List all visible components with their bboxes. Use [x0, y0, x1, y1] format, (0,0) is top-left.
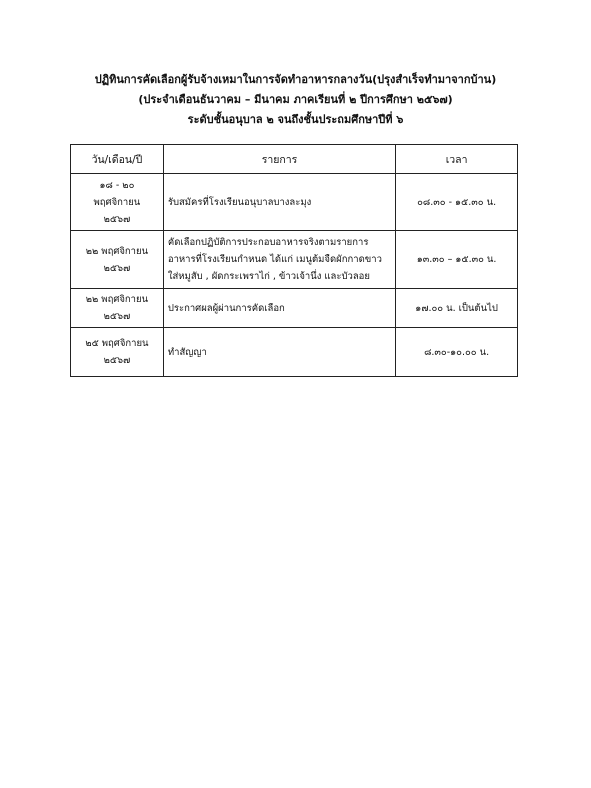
item-cell [163, 289, 395, 328]
time-cell: ๘.๓๐-๑๐.๐๐ น. [396, 328, 518, 377]
item-line: รับสมัครที่โรงเรียนอนุบาลบางละมุง [167, 196, 312, 208]
item-cell [163, 174, 395, 231]
column-header-time: เวลา [396, 145, 518, 174]
time-cell: ๑๓.๓๐ – ๑๕.๓๐ น. [396, 231, 518, 289]
item-line: คัดเลือกปฏิบัติการประกอบอาหารจริงตามรายการ [167, 237, 369, 248]
date-line: ๒๕๖๗ [103, 213, 131, 225]
date-line: ๒๕๖๗ [103, 355, 131, 366]
date-line: ๒๒ พฤศจิกายน [85, 245, 149, 257]
table-row [71, 328, 518, 377]
time-cell: ๐๘.๓๐ - ๑๕.๓๐ น. [396, 174, 518, 231]
date-cell [71, 328, 164, 377]
item-cell [163, 328, 395, 377]
item-line: อาหารที่โรงเรียนกำหนด ได้แก่ เมนูต้มจืดผักกาดขาว [167, 254, 382, 265]
table-header-row [71, 145, 518, 174]
item-cell [163, 231, 395, 289]
date-cell [71, 174, 164, 231]
item-line: ทำสัญญา [167, 346, 207, 358]
date-line: ๒๕๖๗ [103, 311, 131, 322]
column-header-item: รายการ [163, 145, 395, 174]
column-header-date: วัน/เดือน/ปี [71, 145, 164, 174]
table-row [71, 289, 518, 328]
date-line: ๒๒ พฤศจิกายน [85, 294, 149, 305]
document-subtitle: (ประจำเดือนธันวาคม – มีนาคม ภาคเรียนที่ ๒ ปีการศึกษา ๒๕๖๗) [138, 93, 453, 106]
date-cell [71, 289, 164, 328]
document-header [0, 70, 591, 130]
document-title: ปฏิทินการคัดเลือกผู้รับจ้างเหมาในการจัดทำอาหารกลางวัน(ปรุงสำเร็จทำมาจากบ้าน) [94, 73, 497, 86]
table-row [71, 231, 518, 289]
date-line: พฤศจิกายน [93, 196, 141, 208]
date-cell [71, 231, 164, 289]
item-line: ประกาศผลผู้ผ่านการคัดเลือก [167, 302, 285, 314]
date-line: ๒๕ พฤศจิกายน [85, 338, 149, 349]
date-line: ๑๘ - ๒๐ [99, 179, 135, 191]
table-row [71, 174, 518, 231]
item-line: ใส่หมูสับ , ผัดกระเพราไก่ , ข้าวเจ้านึ่ง และบัวลอย [167, 271, 370, 282]
time-cell: ๑๗.๐๐ น. เป็นต้นไป [396, 289, 518, 328]
date-line: ๒๕๖๗ [103, 262, 131, 274]
schedule-table [70, 144, 518, 377]
document-level: ระดับชั้นอนุบาล ๒ จนถึงชั้นประถมศึกษาปีที่ ๖ [187, 113, 404, 126]
